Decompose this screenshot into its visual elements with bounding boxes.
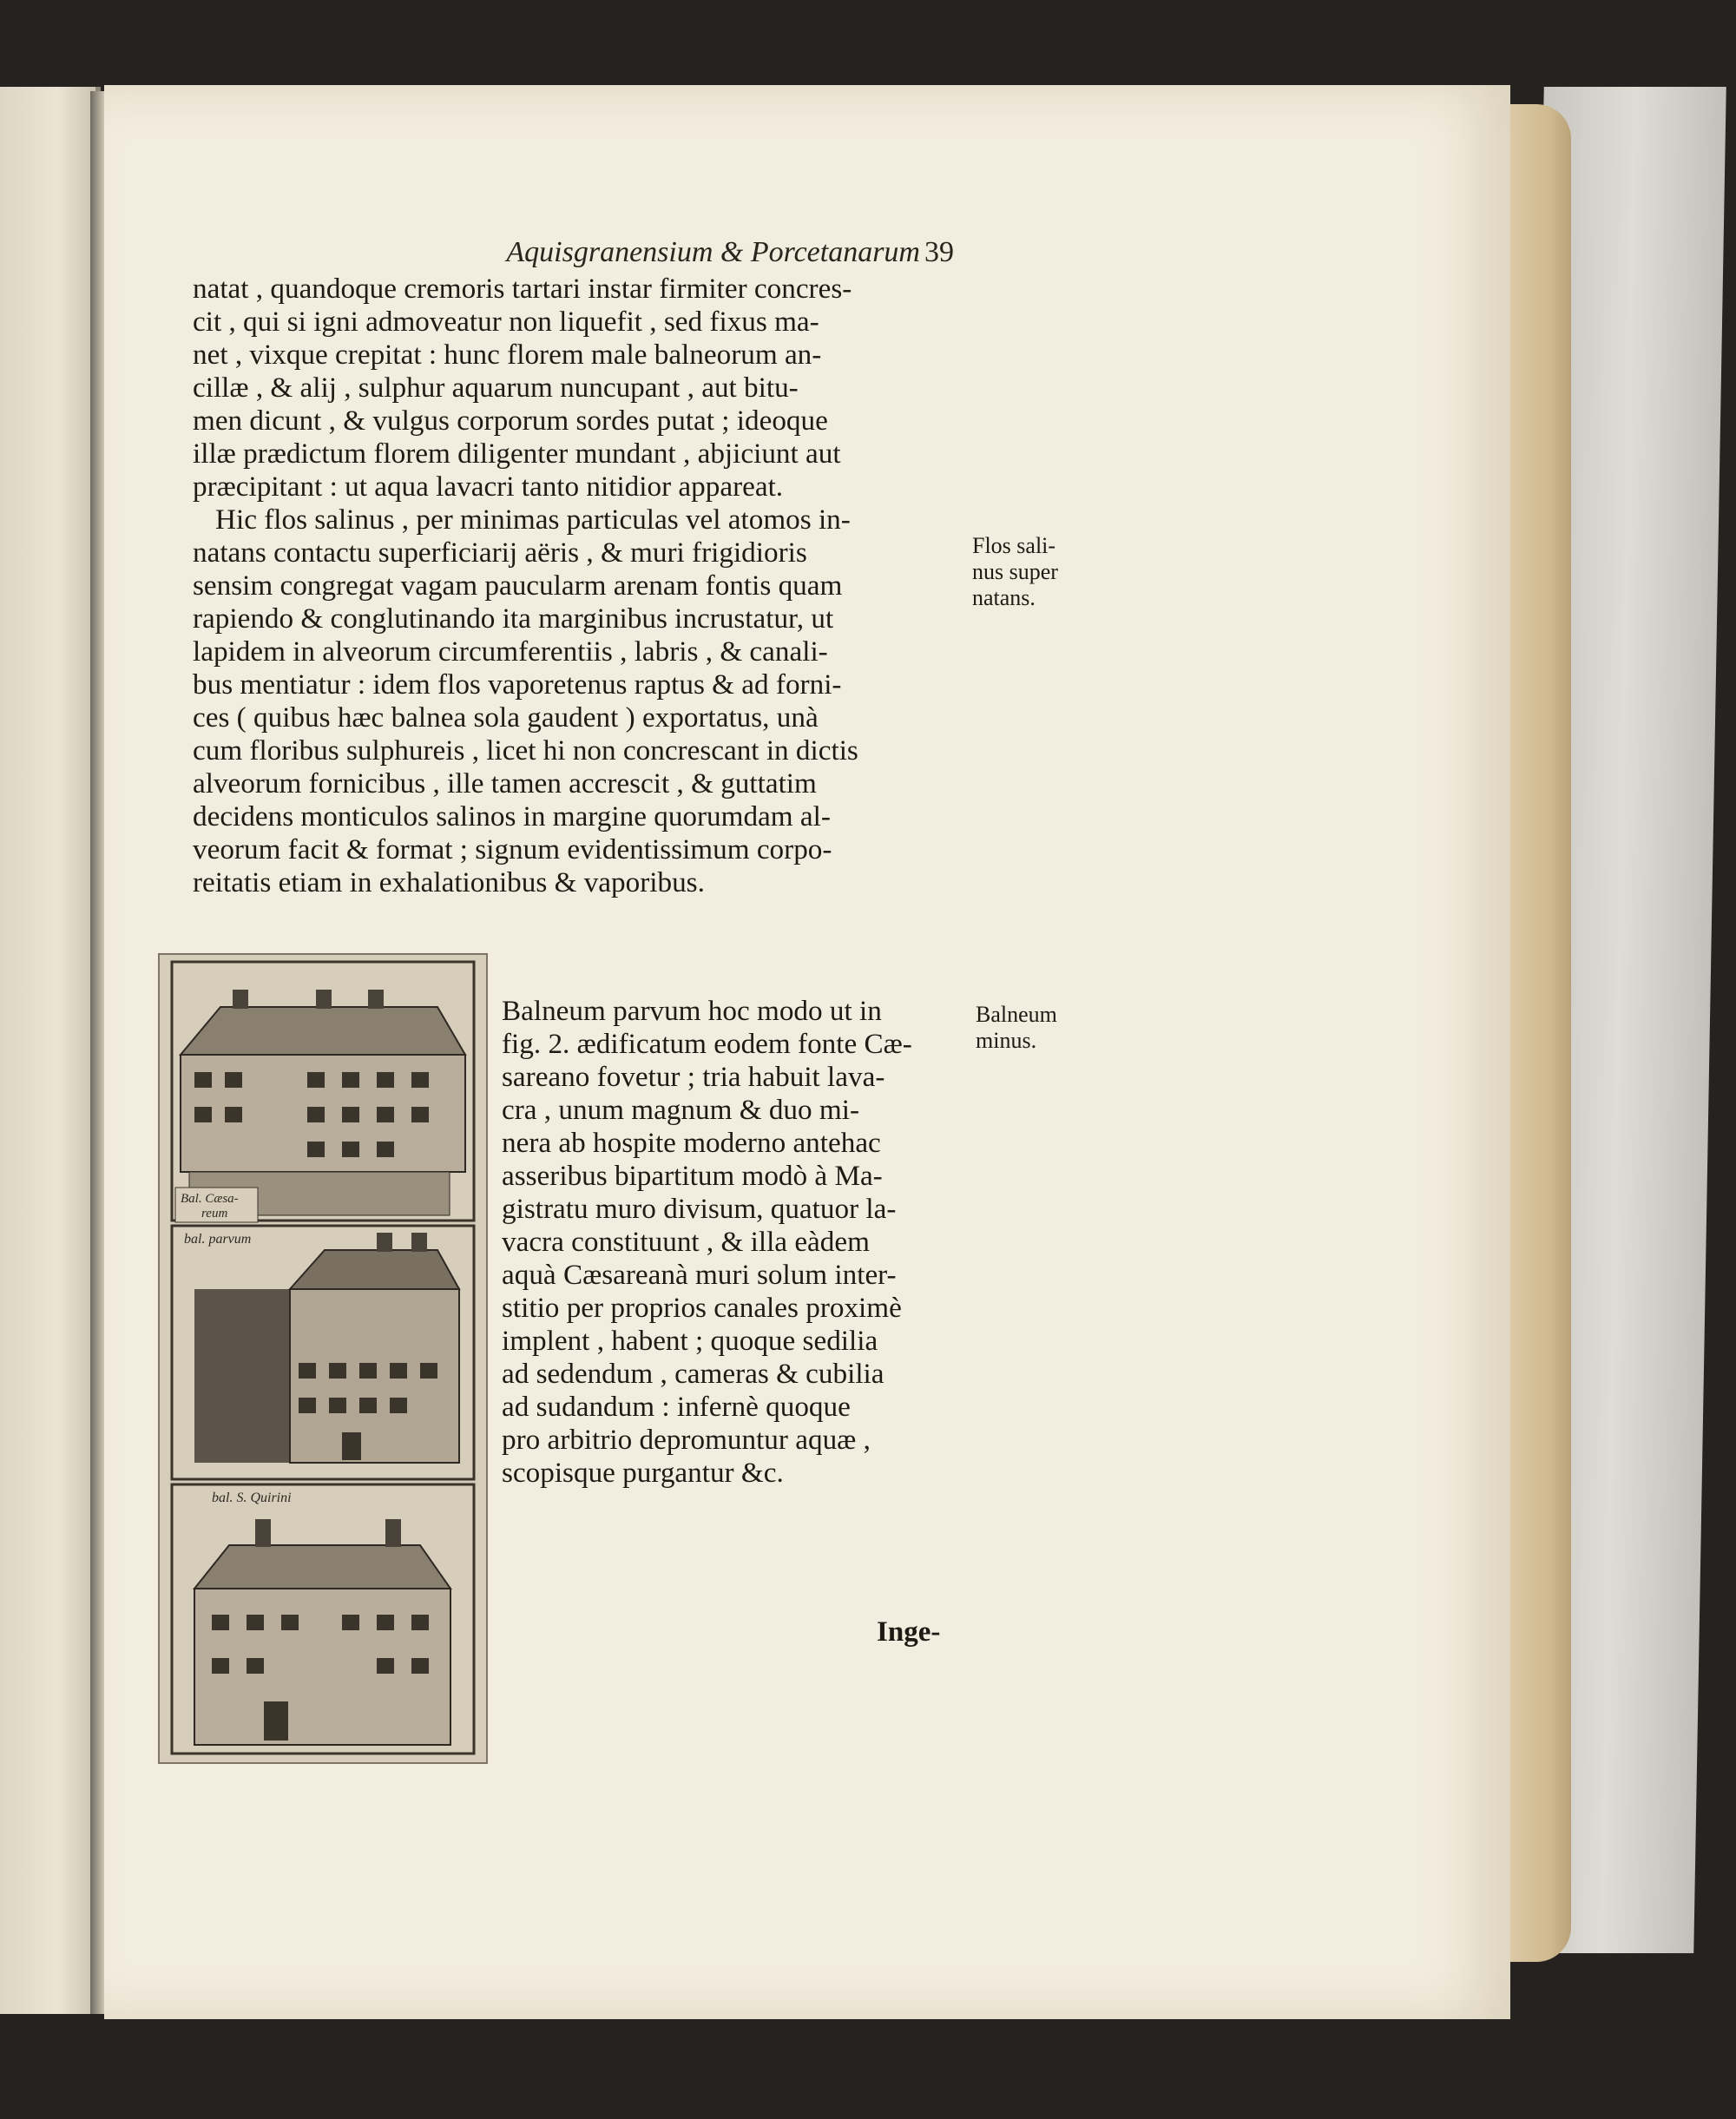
engraving-plate: [158, 953, 488, 1764]
plate-label-quirini: bal. S. Quirini: [212, 1491, 292, 1505]
text-line: illæ prædictum florem diligenter mundant , abjiciunt aut: [193, 438, 841, 470]
text-line: Balneum parvum hoc modo ut in: [502, 995, 882, 1027]
text-line: lapidem in alveorum circumferentiis , labris , & canali-: [193, 635, 828, 668]
text-line: men dicunt , & vulgus corporum sordes putat ; ideoque: [193, 405, 828, 437]
text-line: cra , unum magnum & duo mi-: [502, 1094, 860, 1126]
margin-note-line: natans.: [972, 585, 1036, 610]
text-line: ad sedendum , cameras & cubilia: [502, 1358, 884, 1390]
text-line: decidens monticulos salinos in margine quorumdam al-: [193, 800, 831, 832]
margin-note-flos: [972, 533, 1058, 611]
margin-note-line: Flos sali-: [972, 533, 1056, 558]
margin-note-line: nus super: [972, 559, 1058, 584]
plate-label-caesareum-2: reum: [201, 1207, 228, 1221]
margin-note-balneum: [976, 1002, 1057, 1054]
text-line: fig. 2. ædificatum eodem fonte Cæ-: [502, 1028, 912, 1060]
facing-page-edge: [0, 87, 101, 2014]
text-line: net , vixque crepitat : hunc florem male balneorum an-: [193, 339, 822, 371]
text-line: ces ( quibus hæc balnea sola gaudent ) exportatus, unà: [193, 701, 819, 734]
text-line: asseribus bipartitum modò à Ma-: [502, 1160, 883, 1192]
text-line: natat , quandoque cremoris tartari instar firmiter concres-: [193, 273, 852, 305]
text-line: nera ab hospite moderno antehac: [502, 1127, 881, 1159]
text-line: cit , qui si igni admoveatur non liquefit , sed fixus ma-: [193, 306, 819, 338]
text-line: vacra constituunt , & illa eàdem: [502, 1226, 870, 1258]
text-line: sareano fovetur ; tria habuit lava-: [502, 1061, 885, 1093]
text-line: stitio per proprios canales proximè: [502, 1292, 902, 1324]
text-line: alveorum fornicibus , ille tamen accrescit , & guttatim: [193, 767, 817, 800]
text-line: bus mentiatur : idem flos vaporetenus raptus & ad forni-: [193, 668, 842, 701]
text-line: rapiendo & conglutinando ita marginibus incrustatur, ut: [193, 602, 834, 635]
text-line: præcipitant : ut aqua lavacri tanto nitidior appareat.: [193, 471, 784, 503]
text-line: Hic flos salinus , per minimas particulas vel atomos in-: [215, 503, 851, 536]
text-line: cillæ , & alij , sulphur aquarum nuncupant , aut bitu-: [193, 372, 799, 404]
text-line: sensim congregat vagam paucularm arenam fontis quam: [193, 569, 843, 602]
plate-label-parvum: bal. parvum: [184, 1232, 252, 1247]
text-line: veorum facit & format ; signum evidentissimum corpo-: [193, 833, 832, 865]
text-line: aquà Cæsareanà muri solum inter-: [502, 1259, 897, 1291]
text-line: implent , habent ; quoque sedilia: [502, 1325, 878, 1357]
text-line: gistratu muro divisum, quatuor la-: [502, 1193, 897, 1225]
text-line: scopisque purgantur &c.: [502, 1457, 784, 1489]
catchword: Inge-: [877, 1616, 941, 1648]
plate-label-caesareum: Bal. Cæsa-: [181, 1192, 239, 1206]
text-line: ad sudandum : infernè quoque: [502, 1391, 851, 1423]
bath-houses-engraving: [160, 955, 486, 1762]
margin-note-line: minus.: [976, 1028, 1037, 1053]
main-text-block: [193, 273, 958, 899]
margin-note-line: Balneum: [976, 1002, 1057, 1027]
text-line: reitatis etiam in exhalationibus & vaporibus.: [193, 866, 705, 898]
text-line: natans contactu superficiarij aëris , & muri frigidioris: [193, 536, 807, 569]
page-number: 39: [924, 236, 954, 268]
running-title: Aquisgranensium & Porcetanarum: [506, 236, 920, 268]
text-line: pro arbitrio depromuntur aquæ ,: [502, 1424, 871, 1456]
text-line: cum floribus sulphureis , licet hi non concrescant in dictis: [193, 734, 858, 767]
balneum-paragraph: [502, 995, 962, 1490]
